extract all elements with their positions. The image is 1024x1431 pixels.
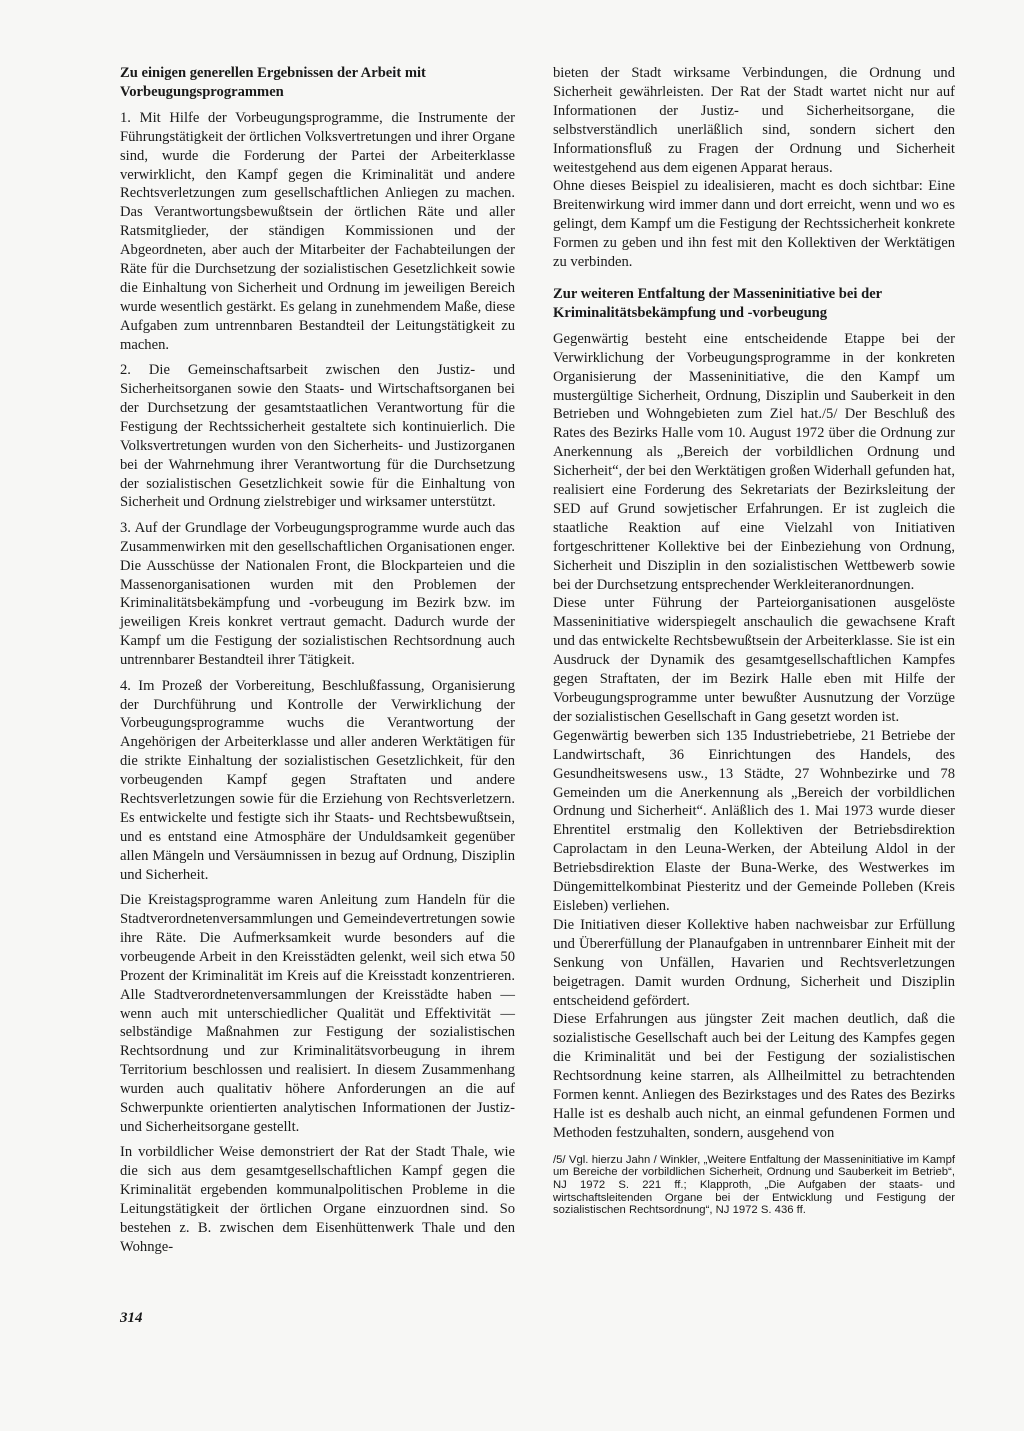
section-heading: Zur weiteren Entfaltung der Masseninitiative bei der Kriminalitätsbekämpfung und -vorbeugung [553, 285, 882, 321]
paragraph: 1. Mit Hilfe der Vorbeugungsprogramme, die Instrumente der Führungstätigkeit der örtlichen Volksvertretungen und ihrer Organe sind, wurde die Forderung der Partei der Arbeiterklasse verwirklicht, den Kampf gegen die Kriminalität und andere Rechtsverletzungen zum gesellschaftlichen Anliegen zu machen. Das Verantwortungsbewußtsein der örtlichen Räte und aller Ratsmitglieder, der ständigen Kommissionen und der Abgeordneten, aber auch der Mitarbeiter der Fachabteilungen der Räte für die Durchsetzung der sozialistischen Gesetzlichkeit sowie die Einhaltung von Sicherheit und Ordnung im jeweiligen Bereich wurde wesentlich gestärkt. Es gelang in zunehmendem Maße, diese Aufgaben zum untrennbaren Bestandteil der Leitungstätigkeit zu machen. [120, 109, 515, 353]
paragraph: 2. Die Gemeinschaftsarbeit zwischen den Justiz- und Sicherheitsorganen sowie den Staats- und Wirtschaftsorganen bei der Durchsetzung der gesamtstaatlichen Verantwortung für die Festigung der Rechtssicherheit gestaltete sich kontinuierlich. Die Volksvertretungen wurden von den Sicherheits- und Justizorganen bei der Wahrnehmung ihrer Verantwortung für die Durchsetzung der sozialistischen Gesetzlichkeit sowie für die Einhaltung von Sicherheit und Ordnung zielstrebiger und wirksamer unterstützt. [120, 362, 515, 511]
paragraph: bieten der Stadt wirksame Verbindungen, die Ordnung und Sicherheit gewährleisten. Der Rat der Stadt wartet nicht nur auf Informationen der Justiz- und Sicherheitsorgane, die selbstverständlich unerläßlich sind, sondern sichert den Informationsfluß zu Fragen der Ordnung und Sicherheit weitestgehend aus dem eigenen Apparat heraus. [553, 65, 955, 176]
paragraph: In vorbildlicher Weise demonstriert der Rat der Stadt Thale, wie die sich aus dem gesamtgesellschaftlichen Kampf gegen die Kriminalität ergebenden kommunalpolitischen Probleme in die Leitungstätigkeit der örtlichen Organe einzuordnen sind. So bestehen z. B. zwischen dem Eisenhüttenwerk Thale und den Wohnge- [120, 1144, 515, 1255]
paragraph: Ohne dieses Beispiel zu idealisieren, macht es doch sichtbar: Eine Breitenwirkung wird immer dann und dort erreicht, wenn und wo es gelingt, dem Kampf um die Festigung der Rechtssicherheit konkrete Formen zu geben und ihn fest mit den Kollektiven der Werktätigen zu verbinden. [553, 178, 955, 271]
paragraph: Diese unter Führung der Parteiorganisationen ausgelöste Masseninitiative widerspiegelt anschaulich die gewachsene Kraft und das entwickelte Rechtsbewußtsein der Arbeiterklasse. Sie ist ein Ausdruck der Dynamik des gesamtgesellschaftlichen Kampfes gegen Straftaten, der im Bezirk Halle eben mit Hilfe der Vorbeugungsprogramme unter bewußter Ausnutzung der Vorzüge der sozialistischen Gesellschaft in Gang gesetzt worden ist. [553, 595, 955, 725]
paragraph: 3. Auf der Grundlage der Vorbeugungsprogramme wurde auch das Zusammenwirken mit den gesellschaftlichen Organisationen enger. Die Ausschüsse der Nationalen Front, die Blockparteien und die Massenorganisationen wurden mit den Problemen der Kriminalitätsbekämpfung und -vorbeugung im Bezirk bzw. im jeweiligen Kreis konkret vertraut gemacht. Dadurch wurde der Kampf um die Festigung der sozialistischen Rechtsordnung auch untrennbarer Bestandteil ihrer Tätigkeit. [120, 519, 515, 669]
right-column [553, 64, 955, 1217]
paragraph: Gegenwärtig bewerben sich 135 Industriebetriebe, 21 Betriebe der Landwirtschaft, 36 Einrichtungen des Handels, des Gesundheitswesens usw., 13 Städte, 27 Wohnbezirke und 78 Gemeinden um die Anerkennung als „Bereich der vorbildlichen Ordnung und Sicherheit“. Anläßlich des 1. Mai 1973 wurde dieser Ehrentitel erstmalig den Kollektiven der Betriebsdirektion Caprolactam in den Leuna-Werken, der Abteilung Aldol in der Betriebsdirektion Elaste der Buna-Werke, des Westwerkes im Düngemittelkombinat Piesteritz und der Gemeinde Polleben (Kreis Eisleben) verliehen. [553, 727, 955, 914]
paragraph: Gegenwärtig besteht eine entscheidende Etappe bei der Verwirklichung der Vorbeugungsprogramme in der konkreten Organisierung der Masseninitiative, die den Kampf um mustergültige Sicherheit, Ordnung, Disziplin und Sauberkeit in den Betrieben und Wohngebieten zum Ziel hat./5/ Der Beschluß des Rates des Bezirks Halle vom 10. August 1972 über die Ordnung zur Anerkennung als „Bereich der vorbildlichen Ordnung und Sicherheit“, der bei den Werktätigen großen Widerhall gefunden hat, realisiert eine Forderung des Sekretariats der Bezirksleitung der SED auf Grund sowjetischer Erfahrungen. Er ist zugleich die staatliche Reaktion auf eine Vielzahl von Initiativen fortgeschrittener Kollektive bei der Einbeziehung von Ordnung, Sicherheit und Disziplin in den sozialistischen Wettbewerb sowie bei der Durchsetzung entsprechender Werkleiteranordnungen. [553, 330, 955, 593]
footnote: /5/ Vgl. hierzu Jahn / Winkler, „Weitere Entfaltung der Masseninitiative im Kampf um Bereiche der vorbildlichen Sicherheit, Ordnung und Sauberkeit im Betrieb“, NJ 1972 S. 221 ff.; Klapproth, „Die Aufgaben der staats- und wirtschaftsleitenden Organe bei der Entwicklung und Festigung der sozialistischen Rechtsordnung“, NJ 1972 S. 436 ff. [553, 1153, 955, 1217]
paragraph: Diese Erfahrungen aus jüngster Zeit machen deutlich, daß die sozialistische Gesellschaft auch bei der Leitung des Kampfes gegen die Kriminalität und bei der Festigung der sozialistischen Rechtsordnung keine starren, als Allheilmittel zu betrachtenden Formen kennt. Anliegen des Bezirkstages und des Rates des Bezirks Halle ist es deshalb auch nicht, an einmal gefundenen Formen und Methoden festzuhalten, sondern, ausgehend von [553, 1011, 955, 1141]
section-heading: Zu einigen generellen Ergebnissen der Arbeit mit Vorbeugungsprogrammen [120, 65, 426, 100]
paragraph: 4. Im Prozeß der Vorbereitung, Beschlußfassung, Organisierung der Durchführung und Kontrolle der Verwirklichung der Vorbeugungsprogramme wuchs die Verantwortung der Angehörigen der Arbeiterklasse und aller anderen Werktätigen für die strikte Einhaltung der sozialistischen Gesetzlichkeit, für den vorbeugenden Kampf gegen Straftaten und andere Rechtsverletzungen sowie für die Erziehung von Rechtsverletzern. Es entwickelte und festigte sich ihr Staats- und Rechtsbewußtsein, und es entstand eine Atmosphäre der Unduldsamkeit gegenüber allen Mängeln und Versäumnissen in bezug auf Ordnung, Disziplin und Sicherheit. [120, 677, 515, 883]
page-number: 314 [120, 1310, 143, 1326]
paragraph: Die Initiativen dieser Kollektive haben nachweisbar zur Erfüllung und Übererfüllung der Planaufgaben in untrennbarer Einheit mit der Senkung von Unfällen, Havarien und Rechtsverletzungen beigetragen. Damit wurden Ordnung, Sicherheit und Disziplin entscheidend gefördert. [553, 916, 955, 1009]
paragraph: Die Kreistagsprogramme waren Anleitung zum Handeln für die Stadtverordnetenversammlungen und Gemeindevertretungen sowie ihre Räte. Die Aufmerksamkeit wurde besonders auf die vorbeugende Arbeit in den Kreisstädten gelenkt, weil sich etwa 50 Prozent der Kriminalität im Kreis auf die Kreisstadt konzentrieren. Alle Stadtverordnetenversammlungen der Kreisstädte haben — wenn auch mit unterschiedlicher Qualität und Effektivität — selbständige Maßnahmen zur Festigung der sozialistischen Rechtsordnung und zur Kriminalitätsvorbeugung in ihrem Territorium beschlossen und realisiert. In diesem Zusammenhang wurden auch qualitativ höhere Anforderungen an die auf Schwerpunkte orientierten analytischen Informationen der Justiz- und Sicherheitsorgane gestellt. [120, 892, 515, 1135]
left-column [120, 64, 515, 1257]
